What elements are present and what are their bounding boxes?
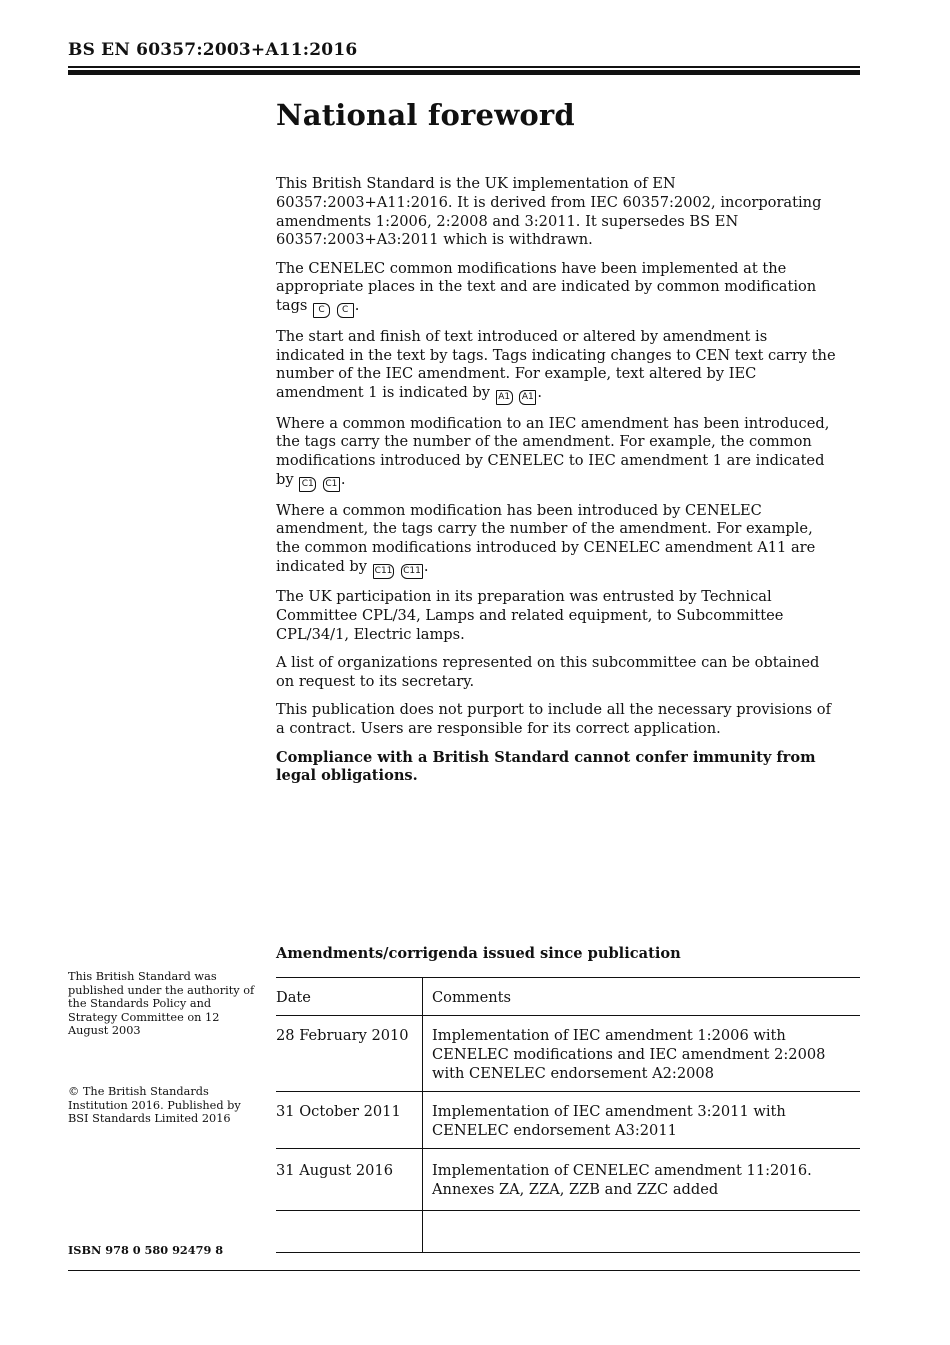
foreword-paragraph-4-text: Where a common modification to an IEC amendment has been introduced, the tags carry the number of the amendment. For example, the common modifications introduced by CENELEC to IEC amendment 1 are indicated by [276, 414, 830, 489]
row-date: 31 August 2016 [276, 1149, 423, 1211]
page-title: National foreword [276, 98, 575, 132]
compliance-notice: Compliance with a British Standard cannot confer immunity from legal obligations. [276, 748, 816, 785]
table-row [276, 1149, 860, 1211]
table-header-row [276, 978, 860, 1016]
header-comments: Comments [423, 978, 861, 1016]
common-modification-11-open-tag-icon: C11 [373, 564, 395, 579]
row-date: 28 February 2010 [276, 1016, 423, 1092]
table-row [276, 1092, 860, 1149]
foreword-body [276, 175, 836, 796]
isbn: ISBN 978 0 580 92479 8 [68, 1243, 224, 1257]
common-modification-1-close-tag-icon: C1 [323, 477, 340, 492]
paragraph-3-end: . [537, 384, 542, 402]
foreword-paragraph-3-text: The start and finish of text introduced or altered by amendment is indicated in the text by tags. Tags indicating changes to CEN text carry the number of the IEC amendment. For example, text altered by IEC amendment 1 is indicated by [276, 327, 836, 402]
header-rule-thin [68, 66, 860, 68]
row-comments: Implementation of IEC amendment 1:2006 with CENELEC modifications and IEC amendment 2:2008 with CENELEC endorsement A2:2008 [423, 1016, 861, 1092]
row-date-empty [276, 1211, 423, 1253]
table-row [276, 1016, 860, 1092]
foreword-paragraph-3 [276, 328, 836, 405]
foreword-paragraph-2-text: The CENELEC common modifications have been implemented at the appropriate places in the text and are indicated by common modification tags [276, 259, 817, 315]
foreword-paragraph-5 [276, 502, 836, 579]
copyright-note: © The British Standards Institution 2016. Published by BSI Standards Limited 2016 [68, 1085, 241, 1125]
foreword-paragraph-1: This British Standard is the UK implementation of EN 60357:2003+A11:2016. It is derived from IEC 60357:2002, incorporating amendments 1:2006, 2:2008 and 3:2011. It supersedes BS EN 60357:2003+A3:2011 which is withdrawn. [276, 175, 822, 249]
common-modification-1-open-tag-icon: C1 [299, 477, 316, 492]
footer-rule [68, 1270, 860, 1271]
row-date: 31 October 2011 [276, 1092, 423, 1149]
amendments-table [276, 977, 860, 1253]
header-rule-thick [68, 70, 860, 75]
paragraph-2-end: . [354, 297, 360, 315]
foreword-paragraph-6: The UK participation in its preparation was entrusted by Technical Committee CPL/34, Lamps and related equipment, to Subcommittee CPL/34/1, Electric lamps. [276, 588, 784, 644]
amendments-title: Amendments/corrigenda issued since publication [276, 945, 681, 962]
header-date: Date [276, 978, 423, 1016]
foreword-paragraph-5-text: Where a common modification has been introduced by CENELEC amendment, the tags carry the number of the amendment. For example, the common modifications introduced by CENELEC amendment A11 are indicated by [276, 501, 816, 575]
foreword-paragraph-8: This publication does not purport to include all the necessary provisions of a contract. Users are responsible for its correct application. [276, 701, 831, 738]
document-id: BS EN 60357:2003+A11:2016 [68, 40, 358, 60]
common-modification-open-tag-icon: C [313, 303, 330, 318]
amendment-1-close-tag-icon: A1 [519, 390, 536, 405]
foreword-paragraph-7: A list of organizations represented on this subcommittee can be obtained on request to its secretary. [276, 654, 820, 691]
paragraph-5-end: . [423, 557, 429, 575]
row-comments: Implementation of IEC amendment 3:2011 with CENELEC endorsement A3:2011 [423, 1092, 861, 1149]
publication-authority-note: This British Standard was published under the authority of the Standards Policy and Strategy Committee on 12 August 2003 [68, 970, 255, 1037]
table-row-empty [276, 1211, 860, 1253]
common-modification-11-close-tag-icon: C11 [401, 564, 423, 579]
row-comments: Implementation of CENELEC amendment 11:2016. Annexes ZA, ZZA, ZZB and ZZC added [423, 1149, 861, 1211]
amendment-1-open-tag-icon: A1 [496, 390, 513, 405]
common-modification-close-tag-icon: C [337, 303, 354, 318]
row-comments-empty [423, 1211, 861, 1253]
foreword-paragraph-4 [276, 415, 836, 492]
paragraph-4-end: . [340, 471, 346, 489]
foreword-paragraph-2 [276, 260, 836, 319]
